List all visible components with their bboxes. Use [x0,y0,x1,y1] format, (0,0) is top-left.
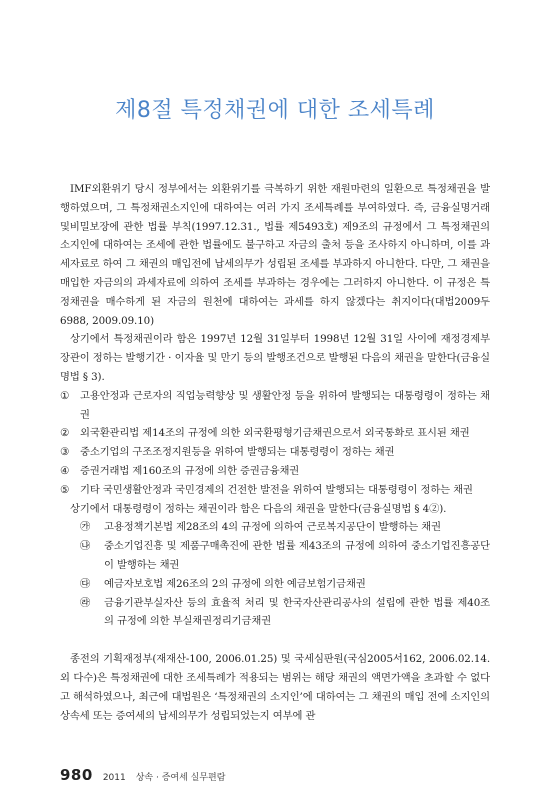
paragraph-intro: IMF외환위기 당시 정부에서는 외환위기를 극복하기 위한 재원마련의 일환으로 특정채권을 발행하였으며, 그 특정채권소지인에 대하여는 여러 가지 조세특례를 부여하였다. 즉, 금융실명거래및비밀보장에 관한 법률 부칙(1997.12.31., 법률 제5493호) 제9조의 규정에서 그 특정채권의 소지인에 대하여는 조세에 관한 법률에도 불구하고 자금의 출처 등을 조사하지 아니하며, 이를 과세자료로 하여 그 채권의 매입전에 납세의무가 성립된 조세를 부과하지 아니한다. 다만, 그 채권을 매입한 자금의의 과세자료에 의하여 조세를 부과하는 경우에는 그러하지 아니한다. 이 규정은 특정채권을 매수하게 된 자금의 원천에 대하여는 과세를 하지 않겠다는 취지이다(대법2009두6988, 2009.09.10) [60,183,490,327]
list-item-text: 증권거래법 제160조의 규정에 의한 증권금융채권 [80,464,300,477]
list-marker: ① [60,389,70,402]
list-marker: ⑤ [60,483,70,496]
list-item-text: 외국환관리법 제14조의 규정에 의한 외국환평형기금채권으로서 외국통화로 표시된 채권 [80,427,470,440]
list-marker: ③ [60,446,70,459]
list-marker: ② [60,427,70,440]
footer-book-title: 상속 · 증여세 실무편람 [135,773,226,783]
list-item [60,575,490,594]
list-marker: ㉰ [80,577,91,590]
list-item [60,387,490,425]
bond-list-main [60,387,490,500]
list-item [60,443,490,462]
list-item-text: 금융기관부실자산 등의 효율적 처리 및 한국자산관리공사의 설립에 관한 법률 제40조의 규정에 의한 부실채권정리기금채권 [104,596,490,628]
page-number: 980 [60,766,93,784]
footer-year: 2011 [102,773,126,783]
list-item [60,537,490,575]
list-item-text: 기타 국민생활안정과 국민경제의 건전한 발전을 위하여 발행되는 대통령령이 정하는 채권 [80,483,473,496]
document-body [60,180,490,725]
paragraph-decree: 상기에서 대통령령이 정하는 채권이라 함은 다음의 채권을 말한다(금융실명법 § 4②). [70,502,447,515]
list-item [60,518,490,537]
list-item [60,481,490,500]
list-item [60,462,490,481]
list-marker: ㉯ [80,540,91,553]
section-title: 제8절 특정채권에 대한 조세특례 [115,98,435,123]
bond-list-decree [60,518,490,631]
list-item-text: 예금자보호법 제26조의 2의 규정에 의한 예금보험기금채권 [104,577,366,590]
spacer [60,631,490,650]
list-item [60,424,490,443]
list-marker: ④ [60,464,70,477]
list-marker: ㉱ [80,596,91,609]
list-item-text: 고용정책기본법 제28조의 4의 규정에 의하여 근로복지공단이 발행하는 채권 [104,521,441,534]
list-marker: ㉮ [80,521,91,534]
list-item-text: 중소기업진흥 및 제품구매촉진에 관한 법률 제43조의 규정에 의하여 중소기업진흥공단이 발행하는 채권 [104,540,490,571]
list-item-text: 고용안정과 근로자의 직업능력향상 및 생활안정 등을 위하여 발행되는 대통령령이 정하는 채권 [80,389,490,421]
paragraph-interpretation: 종전의 기획재정부(재재산-100, 2006.01.25) 및 국세심판원(국심2005서162, 2006.02.14.외 다수)은 특정채권에 대한 조세특례가 적용되는 범위는 해당 채권의 액면가액을 초과할 수 없다고 해석하였으나, 최근에 대법원은 ‘특정채권의 소지인’에 대하여는 그 채권의 매입 전에 소지인의 상속세 또는 증여세의 납세의무가 성립되었는지 여부에 관 [60,653,490,722]
paragraph-definition: 상기에서 특정채권이라 함은 1997년 12월 31일부터 1998년 12월 31일 사이에 재정경제부장관이 정하는 발행기간 · 이자율 및 만기 등의 발행조건으로 발행된 다음의 채권을 말한다(금융실명법 § 3). [60,333,490,383]
list-item [60,594,490,632]
page-footer [60,766,225,784]
list-item-text: 중소기업의 구조조정지원등을 위하여 발행되는 대통령령이 정하는 채권 [80,446,395,459]
